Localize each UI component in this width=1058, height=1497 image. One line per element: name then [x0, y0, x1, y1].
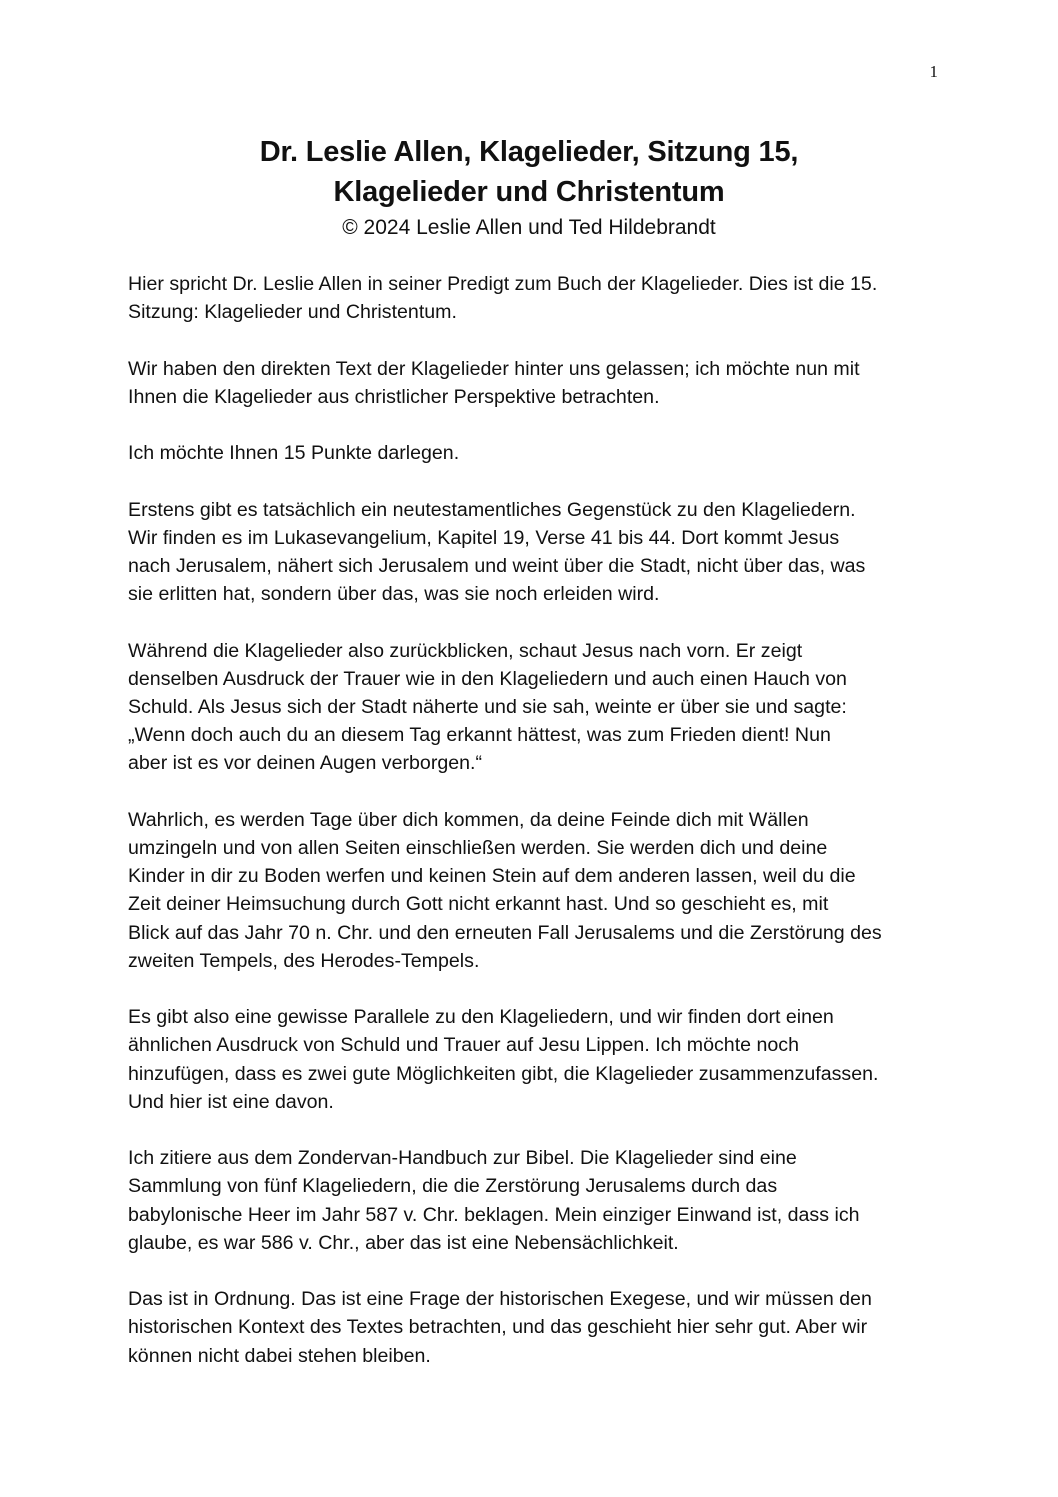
paragraph-line: Ich möchte Ihnen 15 Punkte darlegen.: [128, 442, 460, 465]
paragraph-line: aber ist es vor deinen Augen verborgen.“: [128, 752, 482, 775]
document-header: [120, 132, 938, 244]
paragraph-line: Und hier ist eine davon.: [128, 1090, 334, 1113]
paragraph: [128, 439, 938, 467]
paragraph-line: Kinder in dir zu Boden werfen und keinen Stein auf dem anderen lassen, weil du die: [128, 865, 856, 888]
document-title-line-1: Dr. Leslie Allen, Klagelieder, Sitzung 15,: [259, 136, 799, 168]
paragraph-line: Wir haben den direkten Text der Klagelieder hinter uns gelassen; ich möchte nun mit: [128, 357, 860, 380]
paragraph-line: Hier spricht Dr. Leslie Allen in seiner Predigt zum Buch der Klagelieder. Dies ist die 15.: [128, 273, 878, 295]
paragraph: [128, 1003, 938, 1116]
paragraph-line: denselben Ausdruck der Trauer wie in den Klageliedern und auch einen Hauch von: [128, 667, 847, 690]
paragraph-line: Das ist in Ordnung. Das ist eine Frage der historischen Exegese, und wir müssen den: [128, 1288, 872, 1311]
paragraph-line: „Wenn doch auch du an diesem Tag erkannt hättest, was zum Frieden dient! Nun: [128, 724, 831, 747]
copyright-notice: © 2024 Leslie Allen und Ted Hildebrandt: [342, 216, 716, 239]
paragraph-line: sie erlitten hat, sondern über das, was sie noch erleiden wird.: [128, 583, 660, 606]
paragraph-line: Sitzung: Klagelieder und Christentum.: [128, 301, 457, 324]
paragraph: [128, 270, 938, 326]
paragraph-line: Es gibt also eine gewisse Parallele zu den Klageliedern, und wir finden dort einen: [128, 1006, 834, 1029]
paragraph-line: glaube, es war 586 v. Chr., aber das ist eine Nebensächlichkeit.: [128, 1231, 679, 1254]
paragraph: [128, 1144, 938, 1257]
paragraph-line: Schuld. Als Jesus sich der Stadt näherte und sie sah, weinte er über sie und sagte:: [128, 695, 847, 718]
paragraph-line: umzingeln und von allen Seiten einschließen werden. Sie werden dich und deine: [128, 836, 828, 859]
paragraph-line: ähnlichen Ausdruck von Schuld und Trauer auf Jesu Lippen. Ich möchte noch: [128, 1034, 799, 1057]
paragraph-line: Blick auf das Jahr 70 n. Chr. und den erneuten Fall Jerusalems und die Zerstörung des: [128, 921, 882, 944]
paragraph: [128, 496, 938, 609]
paragraph-line: zweiten Tempels, des Herodes-Tempels.: [128, 949, 480, 972]
paragraph: [128, 1285, 938, 1370]
paragraph-line: Wahrlich, es werden Tage über dich kommen, da deine Feinde dich mit Wällen: [128, 808, 809, 831]
paragraph-line: Wir finden es im Lukasevangelium, Kapitel 19, Verse 41 bis 44. Dort kommt Jesus: [128, 526, 840, 549]
paragraph-line: nach Jerusalem, nähert sich Jerusalem und weint über die Stadt, nicht über das, was: [128, 554, 866, 577]
paragraph-line: können nicht dabei stehen bleiben.: [128, 1344, 431, 1367]
page-number: 1: [929, 62, 938, 81]
paragraph-line: Zeit deiner Heimsuchung durch Gott nicht erkannt hast. Und so geschieht es, mit: [128, 893, 829, 916]
paragraph-line: babylonische Heer im Jahr 587 v. Chr. beklagen. Mein einziger Einwand ist, dass ich: [128, 1203, 860, 1226]
paragraph-line: Sammlung von fünf Klageliedern, die die Zerstörung Jerusalems durch das: [128, 1175, 778, 1198]
document-title-line-2: Klagelieder und Christentum: [333, 176, 725, 208]
paragraph: [128, 806, 938, 975]
paragraph: [128, 355, 938, 411]
paragraph-line: Während die Klagelieder also zurückblicken, schaut Jesus nach vorn. Er zeigt: [128, 639, 803, 662]
paragraph-line: Erstens gibt es tatsächlich ein neutestamentliches Gegenstück zu den Klageliedern.: [128, 498, 856, 521]
paragraph-line: historischen Kontext des Textes betrachten, und das geschieht hier sehr gut. Aber wir: [128, 1316, 868, 1339]
paragraph-line: Ich zitiere aus dem Zondervan-Handbuch zur Bibel. Die Klagelieder sind eine: [128, 1147, 797, 1170]
document-body: [128, 270, 938, 1398]
paragraph: [128, 637, 938, 778]
paragraph-line: Ihnen die Klagelieder aus christlicher Perspektive betrachten.: [128, 385, 660, 408]
paragraph-line: hinzufügen, dass es zwei gute Möglichkeiten gibt, die Klagelieder zusammenzufassen.: [128, 1062, 879, 1085]
